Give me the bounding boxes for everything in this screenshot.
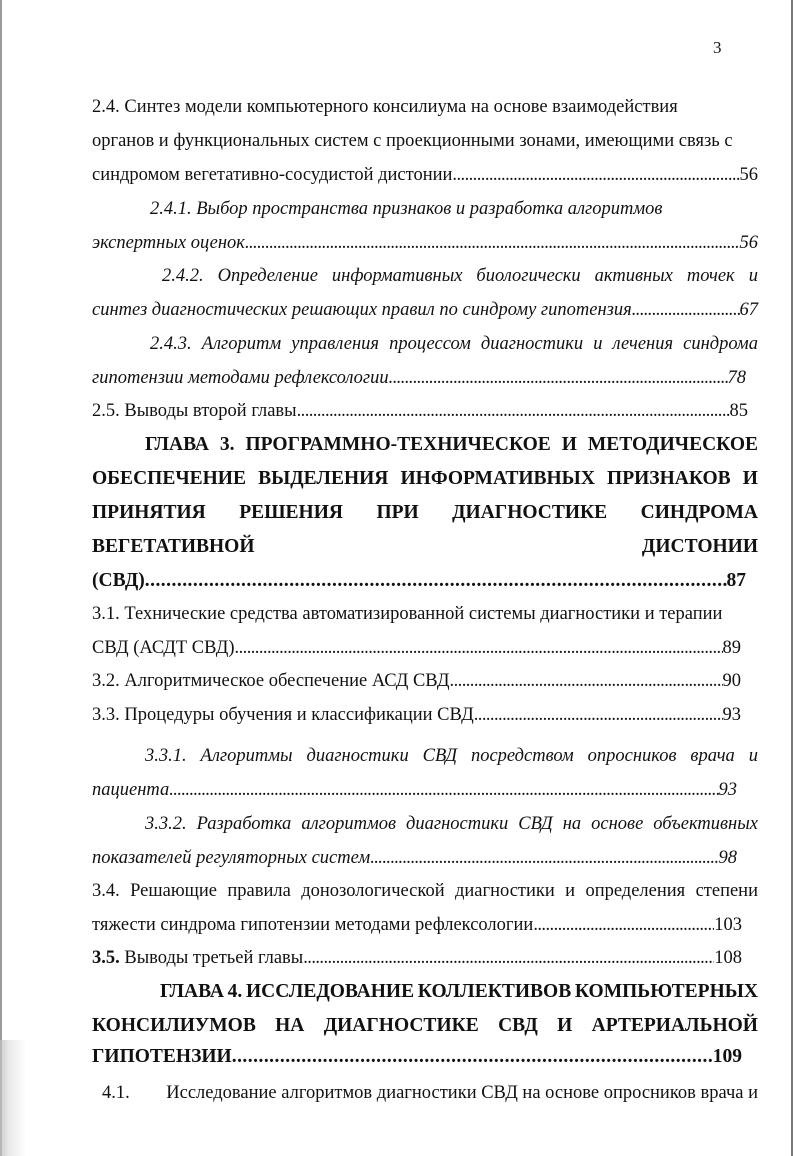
word: КОЛЛЕКТИВОВ (417, 981, 572, 1002)
word: и (748, 746, 758, 766)
word: донозологической (301, 881, 445, 901)
word: опросников (587, 746, 677, 766)
word: ДИАГНОСТИКЕ (323, 1015, 479, 1036)
word: И (742, 468, 758, 489)
toc-2-4-title-end: синдромом вегетативно-сосудистой дистонии (92, 165, 453, 185)
toc-3-2 (92, 670, 741, 692)
word: ПРИНЯТИЯ (92, 502, 206, 523)
word: ВЕГЕТАТИВНОЙ (92, 536, 255, 557)
dot-leader (389, 367, 728, 389)
word: диагностики (406, 814, 509, 834)
word: СИНДРОМА (640, 502, 758, 523)
dot-leader (370, 847, 718, 869)
toc-2-4-1-line-1: 2.4.1. Выбор пространства признаков и разработка алгоритмов (150, 199, 663, 219)
toc-2-5 (92, 400, 748, 422)
word: на (562, 814, 582, 834)
dot-leader (632, 299, 740, 321)
word: точек (686, 266, 735, 286)
toc-2-4-line-3 (92, 164, 758, 186)
word: диагностики (480, 334, 584, 354)
toc-2-4-2-line-2 (92, 299, 758, 321)
toc-3-3-2-title-end: показателей регуляторных систем (92, 848, 371, 868)
word: 3.4. (92, 881, 120, 901)
dot-leader (303, 947, 714, 969)
word: правила (227, 881, 291, 901)
toc-chapter-4-line-1 (160, 981, 758, 1003)
toc-3-5 (92, 947, 742, 969)
dot-leader (145, 570, 727, 592)
word: степени (695, 881, 758, 901)
word: лечения (612, 334, 674, 354)
word: Решающие (130, 881, 218, 901)
word: ПРИЗНАКОВ (607, 468, 731, 489)
dot-leader (452, 164, 739, 186)
dot-leader (232, 1046, 713, 1068)
toc-chapter-3-page: 87 (726, 570, 746, 591)
toc-chapter-3-title-end: (СВД) (92, 570, 145, 591)
word: И (557, 1015, 573, 1036)
word: 2.4.3. (150, 334, 192, 354)
dot-leader (450, 670, 723, 692)
toc-chapter-3-line-3 (92, 502, 758, 524)
word: КОМПЬЮТЕРНЫХ (574, 981, 758, 1002)
toc-3-1-line-1: 3.1. Технические средства автоматизированной системы диагностики и терапии (92, 604, 723, 624)
toc-3-4-title-end: тяжести синдрома гипотензии методами рефлексологии (92, 915, 534, 935)
word: процессом (389, 334, 471, 354)
toc-3-2-title: 3.2. Алгоритмическое обеспечение АСД СВД (92, 671, 450, 691)
toc-3-4-line-2 (92, 914, 742, 936)
toc-2-4-3-line-2 (92, 367, 746, 389)
word: ГЛАВА (160, 981, 224, 1002)
toc-4-1-number: 4.1. (102, 1083, 130, 1103)
toc-3-5-text: Выводы третьей главы (119, 948, 304, 968)
toc-3-3-1-page: 93 (718, 780, 737, 800)
toc-3-3-2-page: 98 (718, 848, 737, 868)
word: ДИСТОНИИ (641, 536, 758, 557)
word: ИССЛЕДОВАНИЕ (245, 981, 415, 1002)
word: определения (585, 881, 686, 901)
dot-leader (297, 400, 730, 422)
toc-chapter-3-line-2 (92, 468, 758, 490)
toc-2-4-line-2: органов и функциональных систем с проекционными зонами, имеющими связь с (92, 131, 733, 151)
word: ВЫДЕЛЕНИЯ (258, 468, 389, 489)
toc-chapter-3-line-4 (92, 536, 758, 558)
word: и (593, 334, 603, 354)
dot-leader (235, 637, 723, 659)
toc-chapter-3-line-1 (145, 434, 758, 456)
word: ДИАГНОСТИКЕ (452, 502, 608, 523)
toc-2-5-page: 85 (729, 401, 748, 421)
toc-3-3-title: 3.3. Процедуры обучения и классификации СВД (92, 705, 474, 725)
toc-3-1-line-2 (92, 637, 741, 659)
toc-2-4-3-page: 78 (727, 368, 746, 388)
word: диагностики (306, 746, 409, 766)
word: Определение (217, 266, 318, 286)
word: 3.3.2. (145, 814, 187, 834)
word: ОБЕСПЕЧЕНИЕ (92, 468, 246, 489)
word: ГЛАВА (145, 434, 209, 455)
toc-3-3-2-line-1 (145, 813, 758, 835)
dot-leader (474, 704, 723, 726)
toc-3-3-2-line-2 (92, 847, 737, 869)
toc-chapter-4-title-end: ГИПОТЕНЗИИ (92, 1046, 232, 1067)
toc-3-5-page: 108 (714, 948, 742, 968)
word: объективных (653, 814, 758, 834)
toc-2-4-3-line-1 (150, 333, 758, 355)
toc-3-3 (92, 704, 741, 726)
word: СВД (498, 1015, 538, 1036)
toc-2-4-2-line-1 (162, 265, 758, 287)
dot-leader (245, 232, 740, 254)
toc-chapter-3-line-5 (92, 570, 746, 592)
toc-3-2-page: 90 (722, 671, 741, 691)
word: управления (291, 334, 380, 354)
word: РЕШЕНИЯ (239, 502, 343, 523)
toc-2-5-title: 2.5. Выводы второй главы (92, 401, 297, 421)
toc-2-4-page: 56 (739, 165, 758, 185)
toc-4-1-title: Исследование алгоритмов диагностики СВД на основе опросников врача и (166, 1083, 758, 1103)
toc-4-1-line-1 (102, 1082, 758, 1104)
word: алгоритмов (301, 814, 397, 834)
word: 3.3.1. (145, 746, 187, 766)
word: врача (690, 746, 735, 766)
toc-chapter-4-page: 109 (712, 1046, 742, 1067)
page-number: 3 (713, 38, 722, 57)
toc-chapter-4-line-3 (92, 1046, 742, 1068)
toc-3-5-number: 3.5. (92, 948, 120, 968)
dot-leader (169, 779, 718, 801)
word: НА (275, 1015, 305, 1036)
word: информативных (331, 266, 463, 286)
toc-2-4-line-1: 2.4. Синтез модели компьютерного консилиума на основе взаимодействия (92, 97, 678, 117)
toc-3-3-1-line-1 (145, 745, 758, 767)
toc-2-4-2-page: 67 (739, 300, 758, 320)
dot-leader (533, 914, 714, 936)
toc-3-4-page: 103 (714, 915, 742, 935)
toc-2-4-1-line-2 (92, 232, 758, 254)
word: ИНФОРМАТИВНЫХ (400, 468, 595, 489)
word: 4. (227, 981, 243, 1002)
scan-left-border (0, 0, 2, 1156)
word: 3. (219, 434, 235, 455)
word: Алгоритмы (200, 746, 293, 766)
toc-2-4-1-title-end: экспертных оценок (92, 233, 245, 253)
word: посредством (470, 746, 574, 766)
word: СВД (422, 746, 458, 766)
word: МЕТОДИЧЕСКОЕ (587, 434, 758, 455)
toc-2-4-1-page: 56 (739, 233, 758, 253)
toc-3-1-title-end: СВД (АСДТ СВД) (92, 638, 235, 658)
word: ПРОГРАММНО-ТЕХНИЧЕСКОЕ (245, 434, 551, 455)
word: биологически (476, 266, 581, 286)
word: СВД (518, 814, 553, 834)
word: Алгоритм (201, 334, 282, 354)
toc-3-3-page: 93 (722, 705, 741, 725)
word: и (748, 266, 758, 286)
toc-2-4-2-title-end: синтез диагностических решающих правил по синдрому гипотензия (92, 300, 632, 320)
word: и (565, 881, 576, 901)
scan-shadow (0, 1040, 26, 1156)
word: основе (591, 814, 644, 834)
word: ПРИ (376, 502, 419, 523)
toc-3-3-1-line-2 (92, 779, 737, 801)
toc-3-3-1-title-end: пациента (92, 780, 170, 800)
word: АРТЕРИАЛЬНОЙ (591, 1015, 758, 1036)
word: диагностики (454, 881, 555, 901)
word: Разработка (196, 814, 292, 834)
word: КОНСИЛИУМОВ (92, 1015, 256, 1036)
word: синдрома (683, 334, 758, 354)
word: И (561, 434, 577, 455)
toc-chapter-4-line-2 (92, 1015, 758, 1037)
toc-3-5-title (92, 947, 303, 969)
toc-2-4-3-title-end: гипотензии методами рефлексологии (92, 368, 389, 388)
toc-3-4-line-1 (92, 880, 758, 902)
word: активных (594, 266, 673, 286)
word: 2.4.2. (162, 266, 204, 286)
toc-3-1-page: 89 (722, 638, 741, 658)
